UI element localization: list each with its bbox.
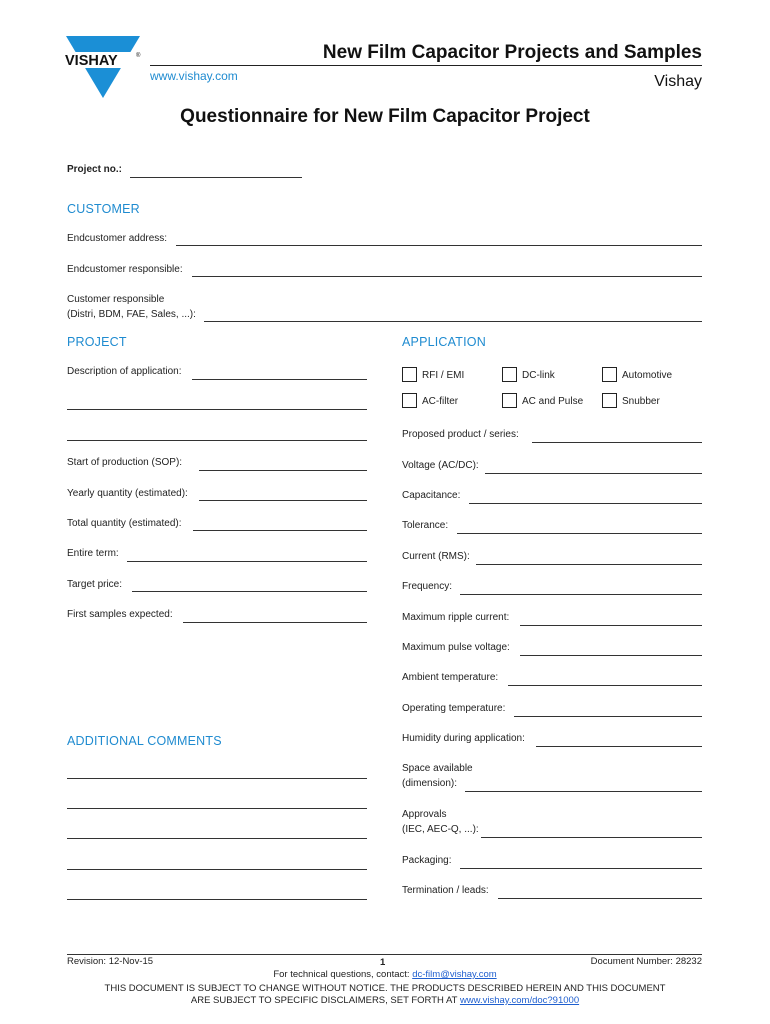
target-price-field[interactable] (132, 591, 367, 592)
voltage-label: Voltage (AC/DC): (402, 460, 479, 471)
tolerance-label: Tolerance: (402, 520, 449, 531)
current-label: Current (RMS): (402, 551, 470, 562)
footer-disclaimer-2 (0, 995, 770, 1006)
ambient-temp-label: Ambient temperature: (402, 672, 499, 683)
customer-responsible-field[interactable] (204, 321, 702, 322)
packaging-field[interactable] (460, 868, 702, 869)
first-samples-field[interactable] (183, 622, 367, 623)
ambient-temp-field[interactable] (508, 685, 702, 686)
checkbox-label-dc-link: DC-link (522, 370, 555, 381)
checkbox-ac-and-pulse[interactable] (502, 393, 517, 408)
customer-responsible-label-2: (Distri, BDM, FAE, Sales, ...): (67, 309, 196, 320)
sop-label: Start of production (SOP): (67, 457, 183, 468)
max-pulse-label: Maximum pulse voltage: (402, 642, 510, 653)
disclaimer-link[interactable]: www.vishay.com/doc?91000 (459, 995, 580, 1006)
frequency-label: Frequency: (402, 581, 453, 592)
sop-field[interactable] (199, 470, 367, 471)
endcustomer-responsible-field[interactable] (192, 276, 702, 277)
checkbox-snubber[interactable] (602, 393, 617, 408)
checkbox-rfi-emi[interactable] (402, 367, 417, 382)
space-field[interactable] (465, 791, 702, 792)
description-field-2[interactable] (67, 409, 367, 410)
comments-line-2[interactable] (67, 808, 367, 809)
approvals-label-2: (IEC, AEC-Q, ...): (402, 824, 479, 835)
application-heading: APPLICATION (402, 335, 486, 349)
checkbox-label-rfi-emi: RFI / EMI (422, 370, 465, 381)
frequency-field[interactable] (460, 594, 702, 595)
footer-rule (67, 954, 702, 955)
footer-disclaimer-1: THIS DOCUMENT IS SUBJECT TO CHANGE WITHOUT NOTICE. THE PRODUCTS DESCRIBED HEREIN AND THIS DOCUMENT (104, 983, 666, 994)
max-ripple-field[interactable] (520, 625, 702, 626)
max-pulse-field[interactable] (520, 655, 702, 656)
target-price-label: Target price: (67, 579, 123, 590)
disclaimer-text: ARE SUBJECT TO SPECIFIC DISCLAIMERS, SET FORTH AT (190, 995, 460, 1006)
customer-responsible-label: Customer responsible (67, 294, 165, 305)
description-field-3[interactable] (67, 440, 367, 441)
checkbox-automotive[interactable] (602, 367, 617, 382)
tech-questions-email-link[interactable]: dc-film@vishay.com (412, 969, 497, 980)
footer-tech-questions (0, 969, 770, 980)
logo-registered-mark: ® (136, 53, 141, 59)
packaging-label: Packaging: (402, 855, 452, 866)
header-rule (150, 65, 702, 66)
checkbox-label-automotive: Automotive (622, 370, 673, 381)
main-heading: Questionnaire for New Film Capacitor Project (180, 106, 590, 127)
humidity-label: Humidity during application: (402, 733, 525, 744)
voltage-field[interactable] (485, 473, 702, 474)
endcustomer-address-field[interactable] (176, 245, 702, 246)
entire-term-label: Entire term: (67, 548, 119, 559)
site-url-link[interactable]: www.vishay.com (150, 69, 238, 83)
document-title: New Film Capacitor Projects and Samples (322, 42, 702, 63)
vishay-logo (62, 30, 144, 100)
checkbox-dc-link[interactable] (502, 367, 517, 382)
termination-field[interactable] (498, 898, 702, 899)
approvals-label: Approvals (402, 809, 447, 820)
logo-text: VISHAY (65, 53, 118, 69)
capacitance-label: Capacitance: (402, 490, 461, 501)
space-label: Space available (402, 763, 473, 774)
checkbox-ac-filter[interactable] (402, 393, 417, 408)
description-label: Description of application: (67, 366, 182, 377)
customer-heading: CUSTOMER (67, 202, 140, 216)
checkbox-label-ac-and-pulse: AC and Pulse (522, 396, 584, 407)
space-label-2: (dimension): (402, 778, 458, 789)
endcustomer-responsible-label: Endcustomer responsible: (67, 264, 183, 275)
footer-doc-number: Document Number: 28232 (590, 956, 702, 967)
tolerance-field[interactable] (457, 533, 702, 534)
checkbox-label-snubber: Snubber (622, 396, 660, 407)
operating-temp-field[interactable] (514, 716, 702, 717)
termination-label: Termination / leads: (402, 885, 489, 896)
yearly-qty-field[interactable] (199, 500, 367, 501)
approvals-field[interactable] (481, 837, 702, 838)
total-qty-field[interactable] (193, 530, 367, 531)
comments-line-1[interactable] (67, 778, 367, 779)
current-field[interactable] (476, 564, 702, 565)
project-no-field[interactable] (130, 177, 302, 178)
project-no-label: Project no.: (67, 164, 123, 175)
company-name: Vishay (654, 73, 702, 90)
footer-page-number: 1 (380, 957, 386, 968)
proposed-product-label: Proposed product / series: (402, 429, 519, 440)
endcustomer-address-label: Endcustomer address: (67, 233, 168, 244)
footer-revision: Revision: 12-Nov-15 (67, 956, 154, 967)
comments-heading: ADDITIONAL COMMENTS (67, 734, 222, 748)
comments-line-4[interactable] (67, 869, 367, 870)
entire-term-field[interactable] (127, 561, 367, 562)
tech-questions-text: For technical questions, contact: (273, 969, 413, 980)
comments-line-3[interactable] (67, 838, 367, 839)
max-ripple-label: Maximum ripple current: (402, 612, 510, 623)
humidity-field[interactable] (536, 746, 702, 747)
checkbox-label-ac-filter: AC-filter (422, 396, 459, 407)
capacitance-field[interactable] (469, 503, 702, 504)
project-heading: PROJECT (67, 335, 127, 349)
operating-temp-label: Operating temperature: (402, 703, 506, 714)
comments-line-5[interactable] (67, 899, 367, 900)
total-qty-label: Total quantity (estimated): (67, 518, 182, 529)
description-field[interactable] (192, 379, 367, 380)
yearly-qty-label: Yearly quantity (estimated): (67, 488, 188, 499)
first-samples-label: First samples expected: (67, 609, 173, 620)
proposed-product-field[interactable] (532, 442, 702, 443)
